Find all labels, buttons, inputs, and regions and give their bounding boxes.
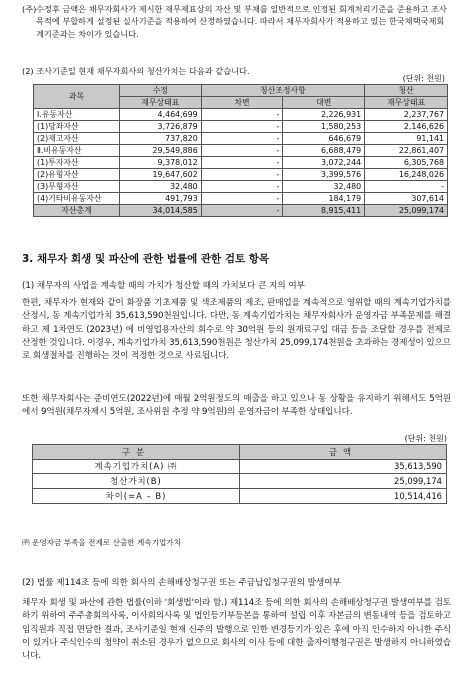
- debit-value: -: [201, 169, 283, 181]
- header-credit: 대변: [283, 97, 365, 109]
- row-label: (1)투자자산: [34, 157, 120, 169]
- liq-value: 6,305,768: [365, 157, 448, 169]
- liquidation-heading: (2) 조사기준일 현재 채무자회사의 청산가치는 다음과 같습니다.: [22, 66, 250, 76]
- total-row: [34, 205, 448, 217]
- credit-value: 2,226,931: [283, 109, 365, 121]
- liq-value: 2,237,767: [365, 109, 448, 121]
- revised-value: 3,726,879: [119, 121, 201, 133]
- row-value: 25,099,174: [240, 474, 447, 489]
- paragraph-going-concern: 한편, 채무자가 현재와 같이 화장품 기초제품 및 색조제품의 제조, 판매업을 계속적으로 영위할 때의 계속기업가치를 산정시, 동 계속기업가치 35,613,590천원입니다. 다만, 동 계속기업가치는 채무자회사가 운영자금 부족문제를 해결하고 제 1차연도 (2023년) 에 비영업용자산의 회수로 약 30억원 등의 원재료구입 대금 등을 조달할 경우를 전제로 산정한 것입니다. 이경우, 계속기업가치 35,613,590천원은 청산가치 25,099,174천원을 초과하는 경제성이 있으므로 회생절차를 진행하는 것이 적정한 것으로 사료됩니다.: [22, 298, 451, 362]
- liq-value: 91,141: [365, 133, 448, 145]
- debit-value: -: [201, 133, 283, 145]
- header-revised-bottom: 재무상태표: [119, 97, 201, 109]
- revised-value: 29,549,886: [119, 145, 201, 157]
- table-row: [34, 133, 448, 145]
- liq-value: 22,861,407: [365, 145, 448, 157]
- total-liq: 25,099,174: [365, 205, 448, 217]
- table-row: [33, 474, 447, 489]
- table-row: [34, 109, 448, 121]
- table-row: [34, 145, 448, 157]
- header-adjust: 청산조정사항: [201, 85, 364, 97]
- total-debit: -: [201, 205, 283, 217]
- debit-value: -: [201, 181, 283, 193]
- debit-value: -: [201, 157, 283, 169]
- credit-value: 3,399,576: [283, 169, 365, 181]
- row-label: (3)무형자산: [34, 181, 120, 193]
- row-label: 계속기업가치(A) ㈜: [33, 459, 240, 474]
- liq-value: 307,614: [365, 193, 448, 205]
- credit-value: 184,179: [283, 193, 365, 205]
- row-label: (4)기타비유동자산: [34, 193, 120, 205]
- subsection-heading-1: (1) 채무자의 사업을 계속할 때의 가치가 청산할 때의 가치보다 큰 지의 여부: [22, 281, 305, 291]
- note-mark: (주): [22, 4, 37, 14]
- total-revised: 34,014,585: [119, 205, 201, 217]
- header-liq-top: 청산: [365, 85, 448, 97]
- liquidation-value-table: [33, 84, 448, 217]
- row-label: (2)재고자산: [34, 133, 120, 145]
- revised-value: 9,378,012: [119, 157, 201, 169]
- table-row: [34, 121, 448, 133]
- unit-label-2: (단위: 천원): [404, 434, 447, 443]
- note-text: 수정후 금액은 채무자회사가 제시한 재무제표상의 자산 및 부채를 일반적으로 인정된 회계처리기준을 준용하고 조사목적에 부합하게 설정된 실사기준을 적용하여 산정하였습니다. 따라서 채무자회사가 적용하고 있는 한국채택국제회계기준과는 차이가 있습니다.: [36, 4, 447, 39]
- revised-value: 737,820: [119, 133, 201, 145]
- liq-value: 2,146,626: [365, 121, 448, 133]
- liq-value: 16,248,026: [365, 169, 448, 181]
- row-label: Ⅰ.유동자산: [34, 109, 120, 121]
- table-footnote: ㈜ 운영자금 부족을 전제로 산출한 계속기업가치: [22, 538, 182, 547]
- debit-value: -: [201, 121, 283, 133]
- table-row: [34, 181, 448, 193]
- revised-value: 4,464,699: [119, 109, 201, 121]
- row-label: 차이(=A – B): [33, 489, 240, 504]
- table-row: [34, 169, 448, 181]
- credit-value: 1,580,253: [283, 121, 365, 133]
- paragraph-working-capital: 또한 채무자회사는 준비연도(2022년)에 매월 2억원정도의 매출을 하고 있으나 동 상황을 유지하기 위해서도 5억원에서 9억원(채무자제시 5억원, 조사위원 추정 약 9억원)의 운영자금이 부족한 상태입니다.: [22, 394, 451, 418]
- table-row: [34, 157, 448, 169]
- header-revised-top: 수정: [119, 85, 201, 97]
- table-row: [33, 459, 447, 474]
- revised-value: 491,793: [119, 193, 201, 205]
- header-subject: 과목: [34, 85, 120, 109]
- liq-value: -: [365, 181, 448, 193]
- revised-value: 19,647,602: [119, 169, 201, 181]
- row-label: (1)당좌자산: [34, 121, 120, 133]
- section-title: 3. 채무자 회생 및 파산에 관한 법률에 관한 검토 항목: [22, 253, 270, 265]
- debit-value: -: [201, 193, 283, 205]
- credit-value: 646,679: [283, 133, 365, 145]
- credit-value: 32,480: [283, 181, 365, 193]
- row-label: (2)유형자산: [34, 169, 120, 181]
- credit-value: 6,688,479: [283, 145, 365, 157]
- revised-value: 32,480: [119, 181, 201, 193]
- paragraph-damages-claim: 채무자 회생 및 파산에 관한 법률(이하 '회생법'이라 함.) 제114조 등에 의한 회사의 손해배상청구권 발생여부를 검토하기 위하여 주주총회의사록, 이사회의사록 및 법인등기부등본을 통하여 설립 이후 자본금의 변동내역 등을 검토하고 임직원과 직접 면담한 결과, 조사기준일 현재 신주의 발행으로 인한 변경등기가 있은 후에 아직 인수하지 아니한 주식이 있거나 주식인수의 청약이 취소된 경우가 없으므로 회사의 이사 등에 대한 출자이행청구권은 발생하지 아니하였습니다.: [22, 598, 451, 662]
- row-value: 35,613,590: [240, 459, 447, 474]
- value-comparison-table: [32, 444, 447, 504]
- unit-label: (단위: 천원): [402, 74, 445, 83]
- row-label: Ⅱ.비유동자산: [34, 145, 120, 157]
- row-label: 청산가치(B): [33, 474, 240, 489]
- credit-value: 3,072,244: [283, 157, 365, 169]
- table-row: [33, 489, 447, 504]
- debit-value: -: [201, 145, 283, 157]
- total-label: 자산총계: [34, 205, 120, 217]
- header-liq-bottom: 재무상태표: [365, 97, 448, 109]
- footnote-revision: [22, 3, 447, 40]
- table-header-row: [33, 445, 447, 460]
- header-debit: 차변: [201, 97, 283, 109]
- total-credit: 8,915,411: [283, 205, 365, 217]
- row-value: 10,514,416: [240, 489, 447, 504]
- table-row: [34, 193, 448, 205]
- header-amount: 금액: [240, 445, 447, 460]
- debit-value: -: [201, 109, 283, 121]
- subsection-heading-2: (2) 법률 제114조 등에 의한 회사의 손해배상청구권 또는 주금납입청구권의 발생여부: [22, 578, 341, 588]
- header-category: 구분: [33, 445, 240, 460]
